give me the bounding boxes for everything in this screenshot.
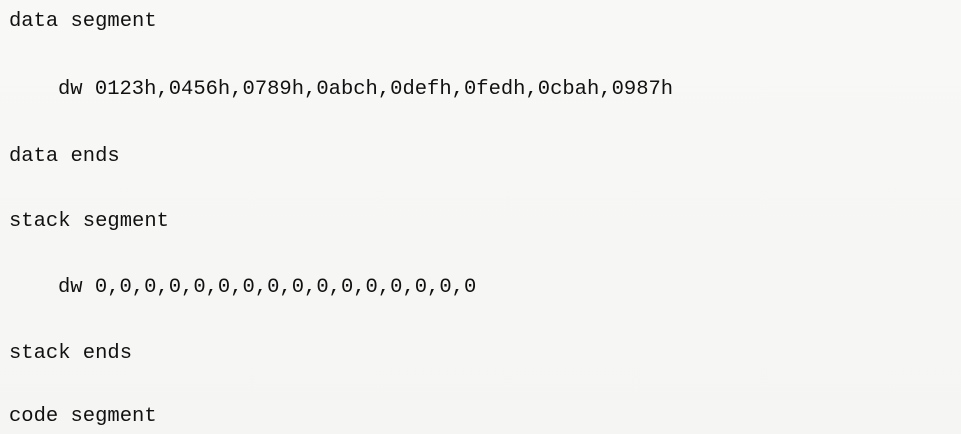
code-line-stack-words: dw 0,0,0,0,0,0,0,0,0,0,0,0,0,0,0,0 bbox=[58, 276, 477, 299]
code-line-data-ends: data ends bbox=[9, 145, 120, 168]
code-line-stack-ends: stack ends bbox=[9, 342, 133, 365]
code-line-code-segment: code segment bbox=[9, 405, 157, 428]
code-line-data-segment: data segment bbox=[9, 10, 157, 33]
code-line-data-words: dw 0123h,0456h,0789h,0abch,0defh,0fedh,0cbah,0987h bbox=[58, 78, 674, 101]
code-line-stack-segment: stack segment bbox=[9, 210, 169, 233]
